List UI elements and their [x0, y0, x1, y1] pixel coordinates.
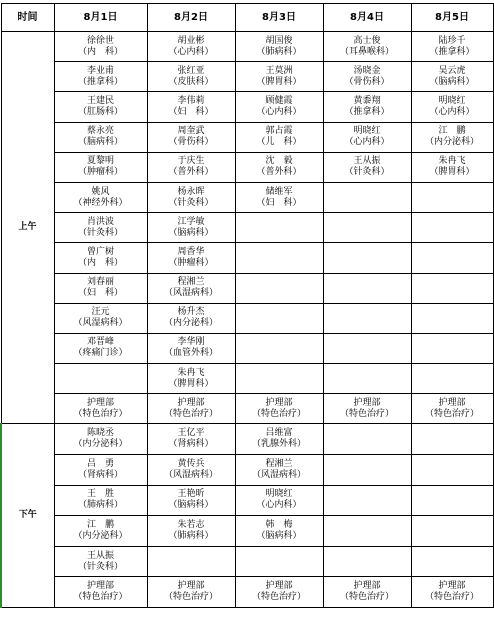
schedule-cell	[54, 273, 147, 303]
department-label: （特色治疗）	[424, 592, 479, 603]
department-label: （特色治疗）	[163, 408, 218, 419]
schedule-cell	[323, 303, 411, 333]
schedule-row	[1, 32, 493, 62]
schedule-row	[1, 333, 493, 363]
schedule-cell	[54, 516, 147, 547]
department-label: （妇 科）	[256, 197, 302, 208]
department-label: （推拿科）	[344, 106, 390, 117]
schedule-cell	[235, 92, 323, 122]
schedule-table	[0, 3, 494, 608]
doctor-name: 朱冉飞	[438, 156, 466, 167]
schedule-cell	[235, 32, 323, 62]
doctor-name: 护理部	[265, 581, 293, 592]
department-label: （针灸科）	[168, 197, 214, 208]
schedule-cell	[235, 394, 323, 424]
schedule-cell	[323, 62, 411, 92]
schedule-cell	[235, 152, 323, 182]
doctor-name: 明晓红	[265, 489, 293, 500]
schedule-cell	[54, 577, 147, 608]
department-label: （脑病科）	[77, 137, 123, 148]
schedule-cell	[235, 546, 323, 577]
doctor-name: 汪元	[91, 307, 110, 318]
department-label: （疼痛门诊）	[73, 348, 128, 359]
schedule-row	[1, 182, 493, 212]
department-label: （肾病科）	[168, 439, 214, 450]
department-label: （针灸科）	[77, 561, 123, 572]
department-label: （特色治疗）	[73, 592, 128, 603]
department-label: （特色治疗）	[73, 408, 128, 419]
schedule-row	[1, 516, 493, 547]
department-label: （脑病科）	[168, 500, 214, 511]
schedule-cell	[411, 455, 493, 486]
schedule-cell	[235, 213, 323, 243]
doctor-name: 顾健霞	[265, 95, 293, 106]
doctor-name: 朱若志	[177, 520, 205, 531]
department-label: （风湿病科）	[163, 288, 218, 299]
schedule-cell	[147, 577, 235, 608]
department-label: （内分泌科）	[424, 137, 479, 148]
schedule-cell	[147, 62, 235, 92]
schedule-cell	[323, 577, 411, 608]
schedule-cell	[147, 152, 235, 182]
schedule-cell	[411, 213, 493, 243]
department-label: （脑病科）	[168, 227, 214, 238]
department-label: （心内科）	[256, 106, 302, 117]
doctor-name: 杨永晖	[177, 186, 205, 197]
schedule-cell	[411, 32, 493, 62]
doctor-name: 刘春丽	[86, 277, 114, 288]
schedule-row	[1, 546, 493, 577]
schedule-cell	[323, 394, 411, 424]
doctor-name: 黄传兵	[177, 458, 205, 469]
schedule-cell	[54, 333, 147, 363]
department-label: （脑病科）	[256, 531, 302, 542]
department-label: （肛肠科）	[77, 106, 123, 117]
schedule-cell	[235, 516, 323, 547]
schedule-cell	[411, 243, 493, 273]
department-label: （特色治疗）	[339, 592, 394, 603]
schedule-cell	[147, 303, 235, 333]
schedule-row	[1, 273, 493, 303]
schedule-cell	[411, 516, 493, 547]
doctor-name: 江 鹏	[438, 126, 466, 137]
department-label: （耳鼻喉科）	[339, 46, 394, 57]
schedule-cell	[147, 394, 235, 424]
department-label: （心内科）	[429, 106, 475, 117]
doctor-name: 明晓红	[353, 126, 381, 137]
schedule-row	[1, 92, 493, 122]
schedule-cell	[411, 303, 493, 333]
schedule-cell	[411, 92, 493, 122]
doctor-name: 王亿平	[177, 428, 205, 439]
department-label: （肺病科）	[168, 531, 214, 542]
doctor-name: 沈 毅	[265, 156, 293, 167]
doctor-name: 肖洪波	[86, 216, 114, 227]
schedule-cell	[323, 333, 411, 363]
department-label: （心内科）	[168, 46, 214, 57]
doctor-name: 王 胜	[86, 489, 114, 500]
day-header: 8月1日	[54, 4, 147, 32]
schedule-row	[1, 62, 493, 92]
schedule-cell	[411, 577, 493, 608]
morning-period-label: 上午	[1, 32, 54, 424]
schedule-cell	[411, 333, 493, 363]
department-label: （肿瘤科）	[77, 167, 123, 178]
schedule-cell	[411, 394, 493, 424]
schedule-cell	[323, 485, 411, 516]
department-label: （妇 科）	[77, 288, 123, 299]
doctor-name: 吕维富	[265, 428, 293, 439]
department-label: （内分泌科）	[73, 531, 128, 542]
doctor-name: 黄黍翔	[353, 95, 381, 106]
department-label: （心内科）	[344, 137, 390, 148]
schedule-cell	[323, 516, 411, 547]
schedule-cell	[323, 455, 411, 486]
day-header: 8月3日	[235, 4, 323, 32]
schedule-cell	[235, 485, 323, 516]
schedule-cell	[147, 243, 235, 273]
doctor-name: 江学敏	[177, 216, 205, 227]
doctor-name: 陈晓丞	[86, 428, 114, 439]
department-label: （脾胃科）	[429, 167, 475, 178]
department-label: （内 科）	[77, 46, 123, 57]
schedule-cell	[411, 485, 493, 516]
department-label: （特色治疗）	[251, 408, 306, 419]
schedule-cell	[147, 122, 235, 152]
schedule-cell	[411, 364, 493, 394]
department-label: （肺病科）	[77, 500, 123, 511]
department-label: （特色治疗）	[163, 592, 218, 603]
doctor-name: 姚风	[91, 186, 110, 197]
department-label: （儿 科）	[256, 137, 302, 148]
doctor-name: 邓晋峰	[86, 337, 114, 348]
schedule-cell	[323, 424, 411, 455]
schedule-cell	[54, 485, 147, 516]
schedule-cell	[54, 213, 147, 243]
doctor-name: 王建民	[86, 95, 114, 106]
schedule-cell	[411, 273, 493, 303]
afternoon-period-label: 下午	[1, 424, 54, 608]
doctor-name: 韩 梅	[265, 520, 293, 531]
schedule-cell	[411, 546, 493, 577]
department-label: （内分泌科）	[73, 439, 128, 450]
schedule-cell	[54, 243, 147, 273]
department-label: （特色治疗）	[251, 592, 306, 603]
department-label: （针灸科）	[77, 227, 123, 238]
schedule-cell	[235, 577, 323, 608]
schedule-cell	[235, 122, 323, 152]
schedule-cell	[411, 182, 493, 212]
doctor-name: 王从振	[86, 550, 114, 561]
doctor-name: 王莫洲	[265, 65, 293, 76]
department-label: （风湿病科）	[163, 469, 218, 480]
doctor-name: 护理部	[438, 581, 466, 592]
schedule-row	[1, 394, 493, 424]
schedule-cell	[147, 485, 235, 516]
schedule-row	[1, 152, 493, 182]
schedule-row	[1, 243, 493, 273]
schedule-cell	[54, 92, 147, 122]
doctor-name: 吕 勇	[86, 458, 114, 469]
doctor-name: 李业甫	[86, 65, 114, 76]
doctor-name: 周香华	[177, 246, 205, 257]
doctor-name: 明晓红	[438, 95, 466, 106]
schedule-cell	[54, 424, 147, 455]
department-label: （心内科）	[256, 500, 302, 511]
doctor-name: 江 鹏	[86, 520, 114, 531]
schedule-cell	[323, 32, 411, 62]
schedule-cell	[147, 32, 235, 62]
schedule-row	[1, 122, 493, 152]
doctor-name: 陆珍千	[438, 35, 466, 46]
department-label: （普外科）	[256, 167, 302, 178]
department-label: （肾病科）	[77, 469, 123, 480]
department-label: （特色治疗）	[424, 408, 479, 419]
schedule-cell	[54, 546, 147, 577]
department-label: （骨伤科）	[344, 76, 390, 87]
doctor-name: 朱冉飞	[177, 367, 205, 378]
department-label: （风湿病科）	[251, 469, 306, 480]
time-header: 时间	[1, 4, 54, 32]
schedule-cell	[235, 182, 323, 212]
schedule-cell	[54, 32, 147, 62]
doctor-name: 护理部	[177, 397, 205, 408]
schedule-cell	[54, 455, 147, 486]
schedule-row	[1, 455, 493, 486]
schedule-cell	[147, 424, 235, 455]
schedule-row	[1, 424, 493, 455]
doctor-name: 周奎武	[177, 126, 205, 137]
schedule-cell	[323, 364, 411, 394]
schedule-cell	[54, 122, 147, 152]
schedule-cell	[147, 182, 235, 212]
doctor-name: 程湘兰	[265, 458, 293, 469]
header-row	[1, 4, 493, 32]
department-label: （乳腺外科）	[251, 439, 306, 450]
schedule-cell	[235, 303, 323, 333]
department-label: （脾胃科）	[256, 76, 302, 87]
doctor-name: 护理部	[177, 581, 205, 592]
schedule-cell	[323, 243, 411, 273]
schedule-cell	[411, 62, 493, 92]
schedule-row	[1, 303, 493, 333]
doctor-name: 夏黎明	[86, 156, 114, 167]
doctor-name: 高士俊	[353, 35, 381, 46]
department-label: （推拿科）	[77, 76, 123, 87]
schedule-cell	[235, 455, 323, 486]
doctor-name: 胡业彬	[177, 35, 205, 46]
schedule-cell	[147, 92, 235, 122]
department-label: （特色治疗）	[339, 408, 394, 419]
department-label: （血管外科）	[163, 348, 218, 359]
department-label: （内 科）	[77, 257, 123, 268]
schedule-cell	[54, 303, 147, 333]
schedule-row	[1, 213, 493, 243]
schedule-cell	[54, 152, 147, 182]
doctor-name: 护理部	[353, 397, 381, 408]
doctor-name: 胡国俊	[265, 35, 293, 46]
doctor-name: 储维军	[265, 186, 293, 197]
doctor-name: 王从振	[353, 156, 381, 167]
department-label: （脾胃科）	[168, 378, 214, 389]
schedule-cell	[54, 182, 147, 212]
schedule-cell	[147, 273, 235, 303]
department-label: （妇 科）	[168, 106, 214, 117]
schedule-cell	[323, 213, 411, 243]
schedule-cell	[323, 92, 411, 122]
doctor-name: 张红亚	[177, 65, 205, 76]
schedule-cell	[147, 213, 235, 243]
day-header: 8月4日	[323, 4, 411, 32]
schedule-cell	[235, 424, 323, 455]
schedule-cell	[147, 333, 235, 363]
doctor-name: 曾广树	[86, 246, 114, 257]
department-label: （针灸科）	[344, 167, 390, 178]
doctor-name: 李华刚	[177, 337, 205, 348]
schedule-cell	[147, 546, 235, 577]
schedule-row	[1, 364, 493, 394]
department-label: （肿瘤科）	[168, 257, 214, 268]
doctor-name: 郭占霞	[265, 126, 293, 137]
doctor-name: 汤晓金	[353, 65, 381, 76]
doctor-name: 程湘兰	[177, 277, 205, 288]
doctor-name: 杨升杰	[177, 307, 205, 318]
department-label: （肺病科）	[256, 46, 302, 57]
doctor-name: 护理部	[353, 581, 381, 592]
doctor-name: 徐徐世	[86, 35, 114, 46]
department-label: （骨伤科）	[168, 137, 214, 148]
schedule-row	[1, 577, 493, 608]
schedule-cell	[323, 182, 411, 212]
doctor-name: 李伟莉	[177, 95, 205, 106]
schedule-cell	[235, 62, 323, 92]
schedule-cell	[147, 455, 235, 486]
doctor-name: 王艳昕	[177, 489, 205, 500]
schedule-cell	[235, 243, 323, 273]
schedule-cell	[147, 516, 235, 547]
department-label: （推拿科）	[429, 46, 475, 57]
department-label: （神经外科）	[73, 197, 128, 208]
doctor-name: 护理部	[86, 581, 114, 592]
schedule-cell	[411, 122, 493, 152]
schedule-cell	[54, 62, 147, 92]
schedule-cell	[235, 364, 323, 394]
day-header: 8月2日	[147, 4, 235, 32]
doctor-name: 吴云虎	[438, 65, 466, 76]
doctor-name: 护理部	[265, 397, 293, 408]
doctor-name: 护理部	[438, 397, 466, 408]
department-label: （普外科）	[168, 167, 214, 178]
schedule-cell	[235, 273, 323, 303]
schedule-cell	[54, 364, 147, 394]
schedule-cell	[411, 424, 493, 455]
schedule-cell	[323, 546, 411, 577]
doctor-name: 蔡永亮	[86, 126, 114, 137]
schedule-cell	[54, 394, 147, 424]
schedule-cell	[323, 273, 411, 303]
doctor-name: 护理部	[86, 397, 114, 408]
schedule-row	[1, 485, 493, 516]
schedule-cell	[411, 152, 493, 182]
department-label: （风湿病科）	[73, 318, 128, 329]
day-header: 8月5日	[411, 4, 493, 32]
department-label: （脑病科）	[429, 76, 475, 87]
schedule-cell	[323, 152, 411, 182]
doctor-name: 于庆生	[177, 156, 205, 167]
schedule-cell	[323, 122, 411, 152]
department-label: （内分泌科）	[163, 318, 218, 329]
schedule-cell	[235, 333, 323, 363]
schedule-cell	[147, 364, 235, 394]
department-label: （皮肤科）	[168, 76, 214, 87]
